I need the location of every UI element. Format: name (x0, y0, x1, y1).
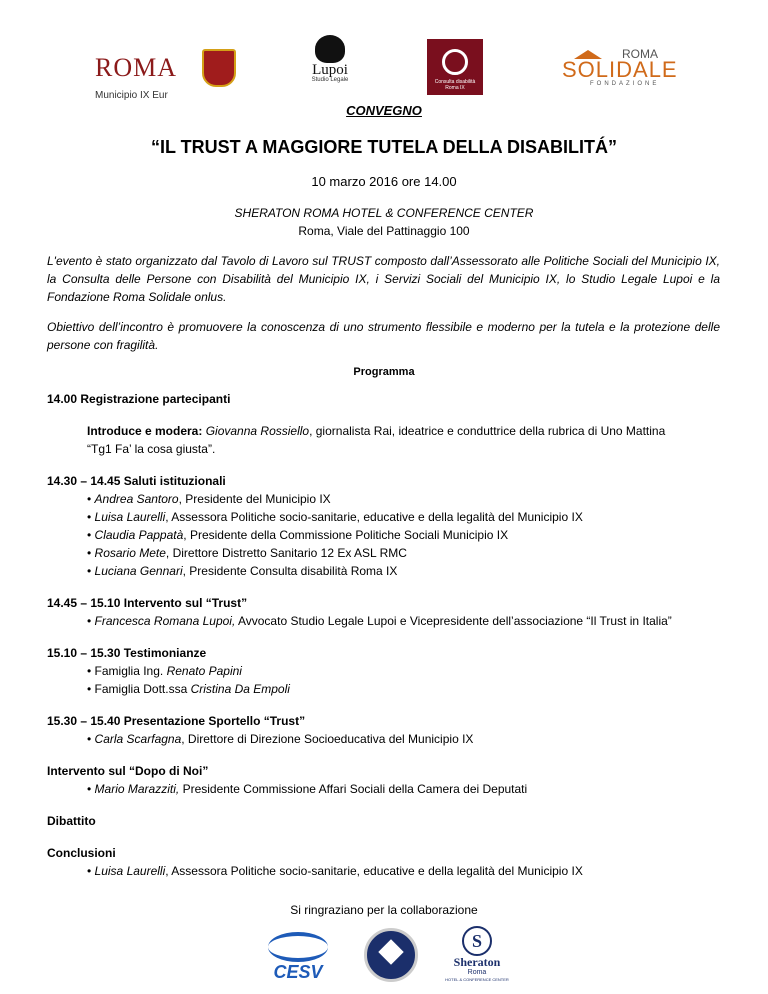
event-date: 10 marzo 2016 ore 14.00 (311, 174, 457, 189)
list-item: • Andrea Santoro, Presidente del Municipio IX (87, 492, 331, 506)
cesv-logo-text: CESV (273, 962, 323, 982)
consulta-mark-icon (442, 49, 468, 75)
introduce-label: Introduce e modera: (87, 424, 203, 438)
roma-logo-sub: Municipio IX Eur (95, 90, 168, 101)
introduce-line-2: “Tg1 Fa’ la cosa giusta”. (87, 442, 216, 456)
wave-icon (268, 932, 328, 962)
logo-row (0, 35, 768, 100)
list-item: • Luciana Gennari, Presidente Consulta disabilità Roma IX (87, 564, 398, 578)
event-title: “IL TRUST A MAGGIORE TUTELA DELLA DISABILITÁ” (151, 137, 617, 157)
sheraton-logo-city: Roma (467, 969, 487, 976)
list-item: • Famiglia Dott.ssa Cristina Da Empoli (87, 682, 290, 696)
star-icon (378, 939, 403, 964)
intervento-heading: 14.45 – 15.10 Intervento sul “Trust” (47, 596, 248, 610)
intro-paragraph-1: L'evento è stato organizzato dal Tavolo di Lavoro sul TRUST composto dall’Assessorato alle Politiche Sociali del Municipio IX, la Consulta delle Persone con Disabilità del Municipio IX, i Servizi Sociali del Municipio IX, lo Studio Legale Lupoi e la Fondazione Roma Solidale onlus. (47, 254, 720, 304)
solidale-logo-sub: FONDAZIONE (590, 81, 660, 87)
lupoi-logo (305, 35, 355, 95)
list-item: • Carla Scarfagna, Direttore di Direzione Socioeducativa del Municipio IX (87, 732, 474, 746)
sheraton-logo-text: Sheraton (453, 955, 501, 969)
roma-shield-icon (202, 49, 236, 87)
event-venue: SHERATON ROMA HOTEL & CONFERENCE CENTER (234, 206, 534, 220)
lupoi-logo-sub: Studio Legale (311, 77, 349, 83)
sheraton-logo (441, 926, 513, 984)
convegno-label: CONVEGNO (346, 103, 422, 118)
introduce-line (87, 422, 665, 440)
sportello-heading: 15.30 – 15.40 Presentazione Sportello “Trust” (47, 714, 306, 728)
thanks-line: Si ringraziano per la collaborazione (290, 903, 478, 917)
consulta-logo-text: Consulta disabilità (434, 79, 476, 85)
dopo-di-noi-heading: Intervento sul “Dopo di Noi” (47, 764, 209, 778)
registrazione-line: 14.00 Registrazione partecipanti (47, 392, 231, 406)
sheraton-s-icon: S (462, 926, 492, 956)
lupoi-logo-text: Lupoi (312, 62, 348, 78)
lupoi-mark-icon (315, 35, 345, 63)
list-item: • Francesca Romana Lupoi, Avvocato Studio Legale Lupoi e Vicepresidente dell’associazione “Il Trust in Italia” (87, 614, 672, 628)
saluti-heading: 14.30 – 14.45 Saluti istituzionali (47, 474, 226, 488)
solidale-logo-top: ROMA (622, 47, 658, 61)
programma-heading: Programma (353, 366, 415, 378)
list-item: • Mario Marazziti, Presidente Commissione Affari Sociali della Camera dei Deputati (87, 782, 528, 796)
list-item: • Luisa Laurelli, Assessora Politiche socio-sanitarie, educative e della legalità del Municipio IX (87, 510, 583, 524)
solidale-logo-main: SOLIDALE (562, 57, 678, 82)
intro-paragraph-2: Obiettivo dell’incontro è promuovere la conoscenza di uno strumento flessibile e moderno per la tutela e la protezione delle persone con fragilità. (47, 320, 720, 352)
dibattito-heading: Dibattito (47, 814, 96, 828)
list-item: • Famiglia Ing. Renato Papini (87, 664, 242, 678)
event-address: Roma, Viale del Pattinaggio 100 (298, 224, 470, 238)
list-item: • Rosario Mete, Direttore Distretto Sanitario 12 Ex ASL RMC (87, 546, 407, 560)
sheraton-logo-sub: HOTEL & CONFERENCE CENTER (445, 977, 509, 982)
roma-logo-text: ROMA (95, 53, 178, 82)
association-seal-logo (364, 928, 418, 982)
roma-municipio-logo (95, 45, 245, 100)
consulta-logo-sub: Roma IX (445, 85, 465, 91)
introduce-name: Giovanna Rossiello (205, 424, 310, 438)
conclusioni-heading: Conclusioni (47, 846, 116, 860)
sponsor-logos (0, 924, 768, 990)
list-item: • Luisa Laurelli, Assessora Politiche socio-sanitarie, educative e della legalità del Municipio IX (87, 864, 583, 878)
testimonianze-heading: 15.10 – 15.30 Testimonianze (47, 646, 207, 660)
cesv-logo (262, 932, 334, 982)
roma-solidale-logo (562, 47, 678, 87)
consulta-logo (427, 39, 483, 95)
list-item: • Claudia Pappatà, Presidente della Commissione Politiche Sociali Municipio IX (87, 528, 509, 542)
introduce-role: , giornalista Rai, ideatrice e conduttrice della rubrica di Uno Mattina (309, 424, 666, 438)
